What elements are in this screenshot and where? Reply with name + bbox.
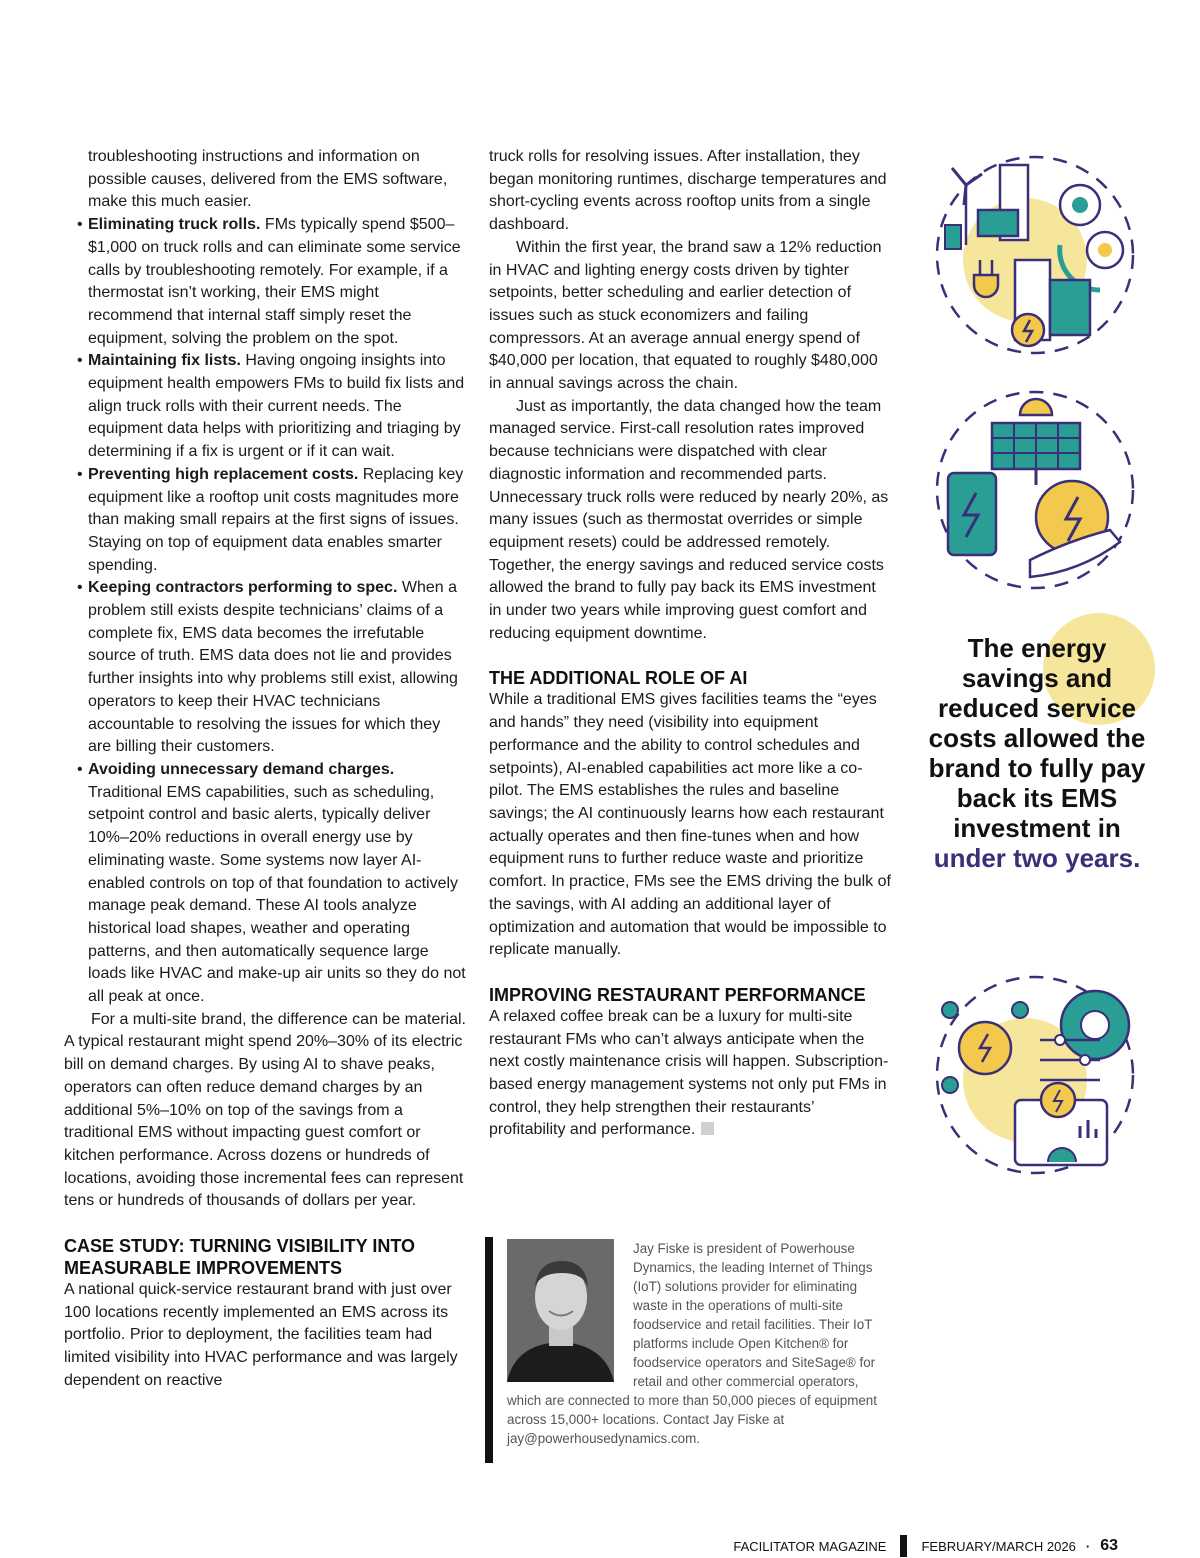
footer-magazine: FACILITATOR MAGAZINE xyxy=(733,1538,887,1554)
bullet-body: Traditional EMS capabilities, such as scheduling, setpoint control and basic alerts, typically deliver 10%–20% reductions in overall energy use by eliminating waste. Some systems now layer AI-enabled controls on top of that foundation to actively manage peak demand. These AI tools analyze historical load shapes, weather and operating patterns, and then automatically sequence large loads like HVAC and make-up air units so they do not all peak at once. xyxy=(88,783,466,1006)
bullet-body: When a problem still exists despite technicians’ claims of a complete fix, EMS data becomes the irrefutable source of truth. EMS data does not lie and provides further insights into why problems still exist, allowing operators to keep their HVAC technicians accountable to resolving the issues for which they are billing their customers. xyxy=(88,579,458,756)
case-study-paragraph: A national quick-service restaurant brand with just over 100 locations recently implemented an EMS across its portfolio. Prior to deployment, the facilities team had limited visibility into HVAC performance and was largely dependent on reactive xyxy=(64,1281,458,1389)
pull-quote-highlight: under two years. xyxy=(933,843,1141,873)
pull-quote xyxy=(922,633,1152,873)
author-bio-text: Jay Fiske is president of Powerhouse Dynamics, the leading Internet of Things (IoT) solutions provider for eliminating waste in the operations of multi-site foodservice and retail facilities. Their IoT platforms include Open Kitchen® for foodservice operators and SiteSage® for retail and other commercial operators, which are connected to more than 50,000 pieces of equipment across 15,000+ locations. Contact Jay Fiske at jay@powerhousedynamics.com. xyxy=(507,1241,877,1446)
bullet-title: Maintaining fix lists. xyxy=(88,352,241,370)
multisite-paragraph: For a multi-site brand, the difference can be material. A typical restaurant might spend 20%–30% of its electric bill on demand charges. By using AI to shave peaks, operators can often reduce demand charges by an additional 5%–10% on top of the savings from a traditional EMS without impacting guest comfort or kitchen performance. Across dozens or hundreds of locations, avoiding those incremental fees can represent tens or hundreds of thousands of dollars per year. xyxy=(64,1010,466,1210)
renewable-energy-icon xyxy=(930,150,1140,365)
savings-paragraph: Within the first year, the brand saw a 12% reduction in HVAC and lighting energy costs driven by tighter setpoints, better scheduling and earlier detection of issues such as stuck economizers and failing compressors. At an average annual energy spend of $40,000 per location, that equated to roughly $480,000 in annual savings across the chain. xyxy=(489,238,882,393)
bullet-body: FMs typically spend $500–$1,000 on truck rolls and can eliminate some service calls by troubleshooting remotely. For example, if a thermostat isn’t working, their EMS might recommend that internal staff simply reset the equipment, solving the problem on the spot. xyxy=(88,216,461,347)
bullet-body: Having ongoing insights into equipment health empowers FMs to build fix lists and align truck rolls with their current needs. The equipment data helps with prioritizing and triaging by determining if a fix is urgent or if it can wait. xyxy=(88,352,465,461)
performance-paragraph xyxy=(489,1006,891,1142)
author-bio xyxy=(507,1239,891,1448)
bullet-demand-charges xyxy=(64,759,466,1009)
ai-paragraph: While a traditional EMS gives facilities teams the “eyes and hands” they need (visibility into equipment performance and the ability to control schedules and setpoints), AI-enabled capabilities act more like a co-pilot. The EMS establishes the rules and baseline savings; the AI continuously learns how each restaurant actually operates and then fine-tunes when and how equipment runs to further reduce waste and prioritize comfort. In practice, FMs see the EMS driving the bulk of the savings, with AI adding an additional layer of optimization and automation that would be impossible to replicate manually. xyxy=(489,691,891,959)
footer-separator: · xyxy=(1085,1538,1091,1554)
smart-control-icon xyxy=(930,970,1140,1185)
page-number: 63 xyxy=(1100,1537,1118,1554)
article-column-left xyxy=(64,146,466,1393)
bullet-body: Replacing key equipment like a rooftop unit costs magnitudes more than making small repairs at the first signs of issues. Staying on top of equipment data enables smarter spending. xyxy=(88,465,464,574)
bullet-replacement-costs xyxy=(64,464,466,578)
service-paragraph: Just as importantly, the data changed how the team managed service. First-call resolution rates improved because technicians were dispatched with clear diagnostic information and recommended parts. Unnecessary truck rolls were reduced by nearly 20%, as many issues (such as thermostat overrides or simple equipment resets) could be addressed remotely. Together, the energy savings and reduced service costs allowed the brand to fully pay back its EMS investment in under two years while improving guest comfort and reducing equipment downtime. xyxy=(489,397,889,642)
bio-accent-bar xyxy=(485,1237,493,1463)
bullet-contractors xyxy=(64,577,466,759)
bullet-title: Keeping contractors performing to spec. xyxy=(88,579,398,597)
solar-battery-icon xyxy=(930,385,1140,600)
footer-issue: FEBRUARY/MARCH 2026 xyxy=(921,1538,1076,1554)
bullet-title: Preventing high replacement costs. xyxy=(88,465,359,483)
case-continuation: truck rolls for resolving issues. After installation, they began monitoring runtimes, discharge temperatures and short-cycling events across rooftop units from a single dashboard. xyxy=(489,148,887,234)
benefit-list xyxy=(64,214,466,1009)
intro-continuation: troubleshooting instructions and information on possible causes, delivered from the EMS software, make this much easier. xyxy=(88,148,448,211)
pull-quote-text: The energy savings and reduced service costs allowed the brand to fully pay back its EMS investment in xyxy=(928,633,1146,843)
bullet-fix-lists xyxy=(64,350,466,464)
page-footer xyxy=(733,1535,1118,1557)
case-study-heading: CASE STUDY: TURNING VISIBILITY INTO MEASURABLE IMPROVEMENTS xyxy=(64,1236,416,1279)
bullet-truck-rolls xyxy=(64,214,466,350)
bullet-title: Eliminating truck rolls. xyxy=(88,216,261,234)
article-column-middle xyxy=(489,146,891,1142)
bullet-title: Avoiding unnecessary demand charges. xyxy=(88,760,395,778)
ai-heading: THE ADDITIONAL ROLE OF AI xyxy=(489,668,748,689)
performance-heading: IMPROVING RESTAURANT PERFORMANCE xyxy=(489,984,866,1005)
footer-divider xyxy=(900,1535,907,1557)
performance-text: A relaxed coffee break can be a luxury for multi-site restaurant FMs who can’t always anticipate when the next costly maintenance crisis will happen. Subscription-based energy management systems not only put FMs in control, they help strengthen their restaurants’ profitability and performance. xyxy=(489,1007,889,1139)
end-mark xyxy=(701,1122,714,1135)
